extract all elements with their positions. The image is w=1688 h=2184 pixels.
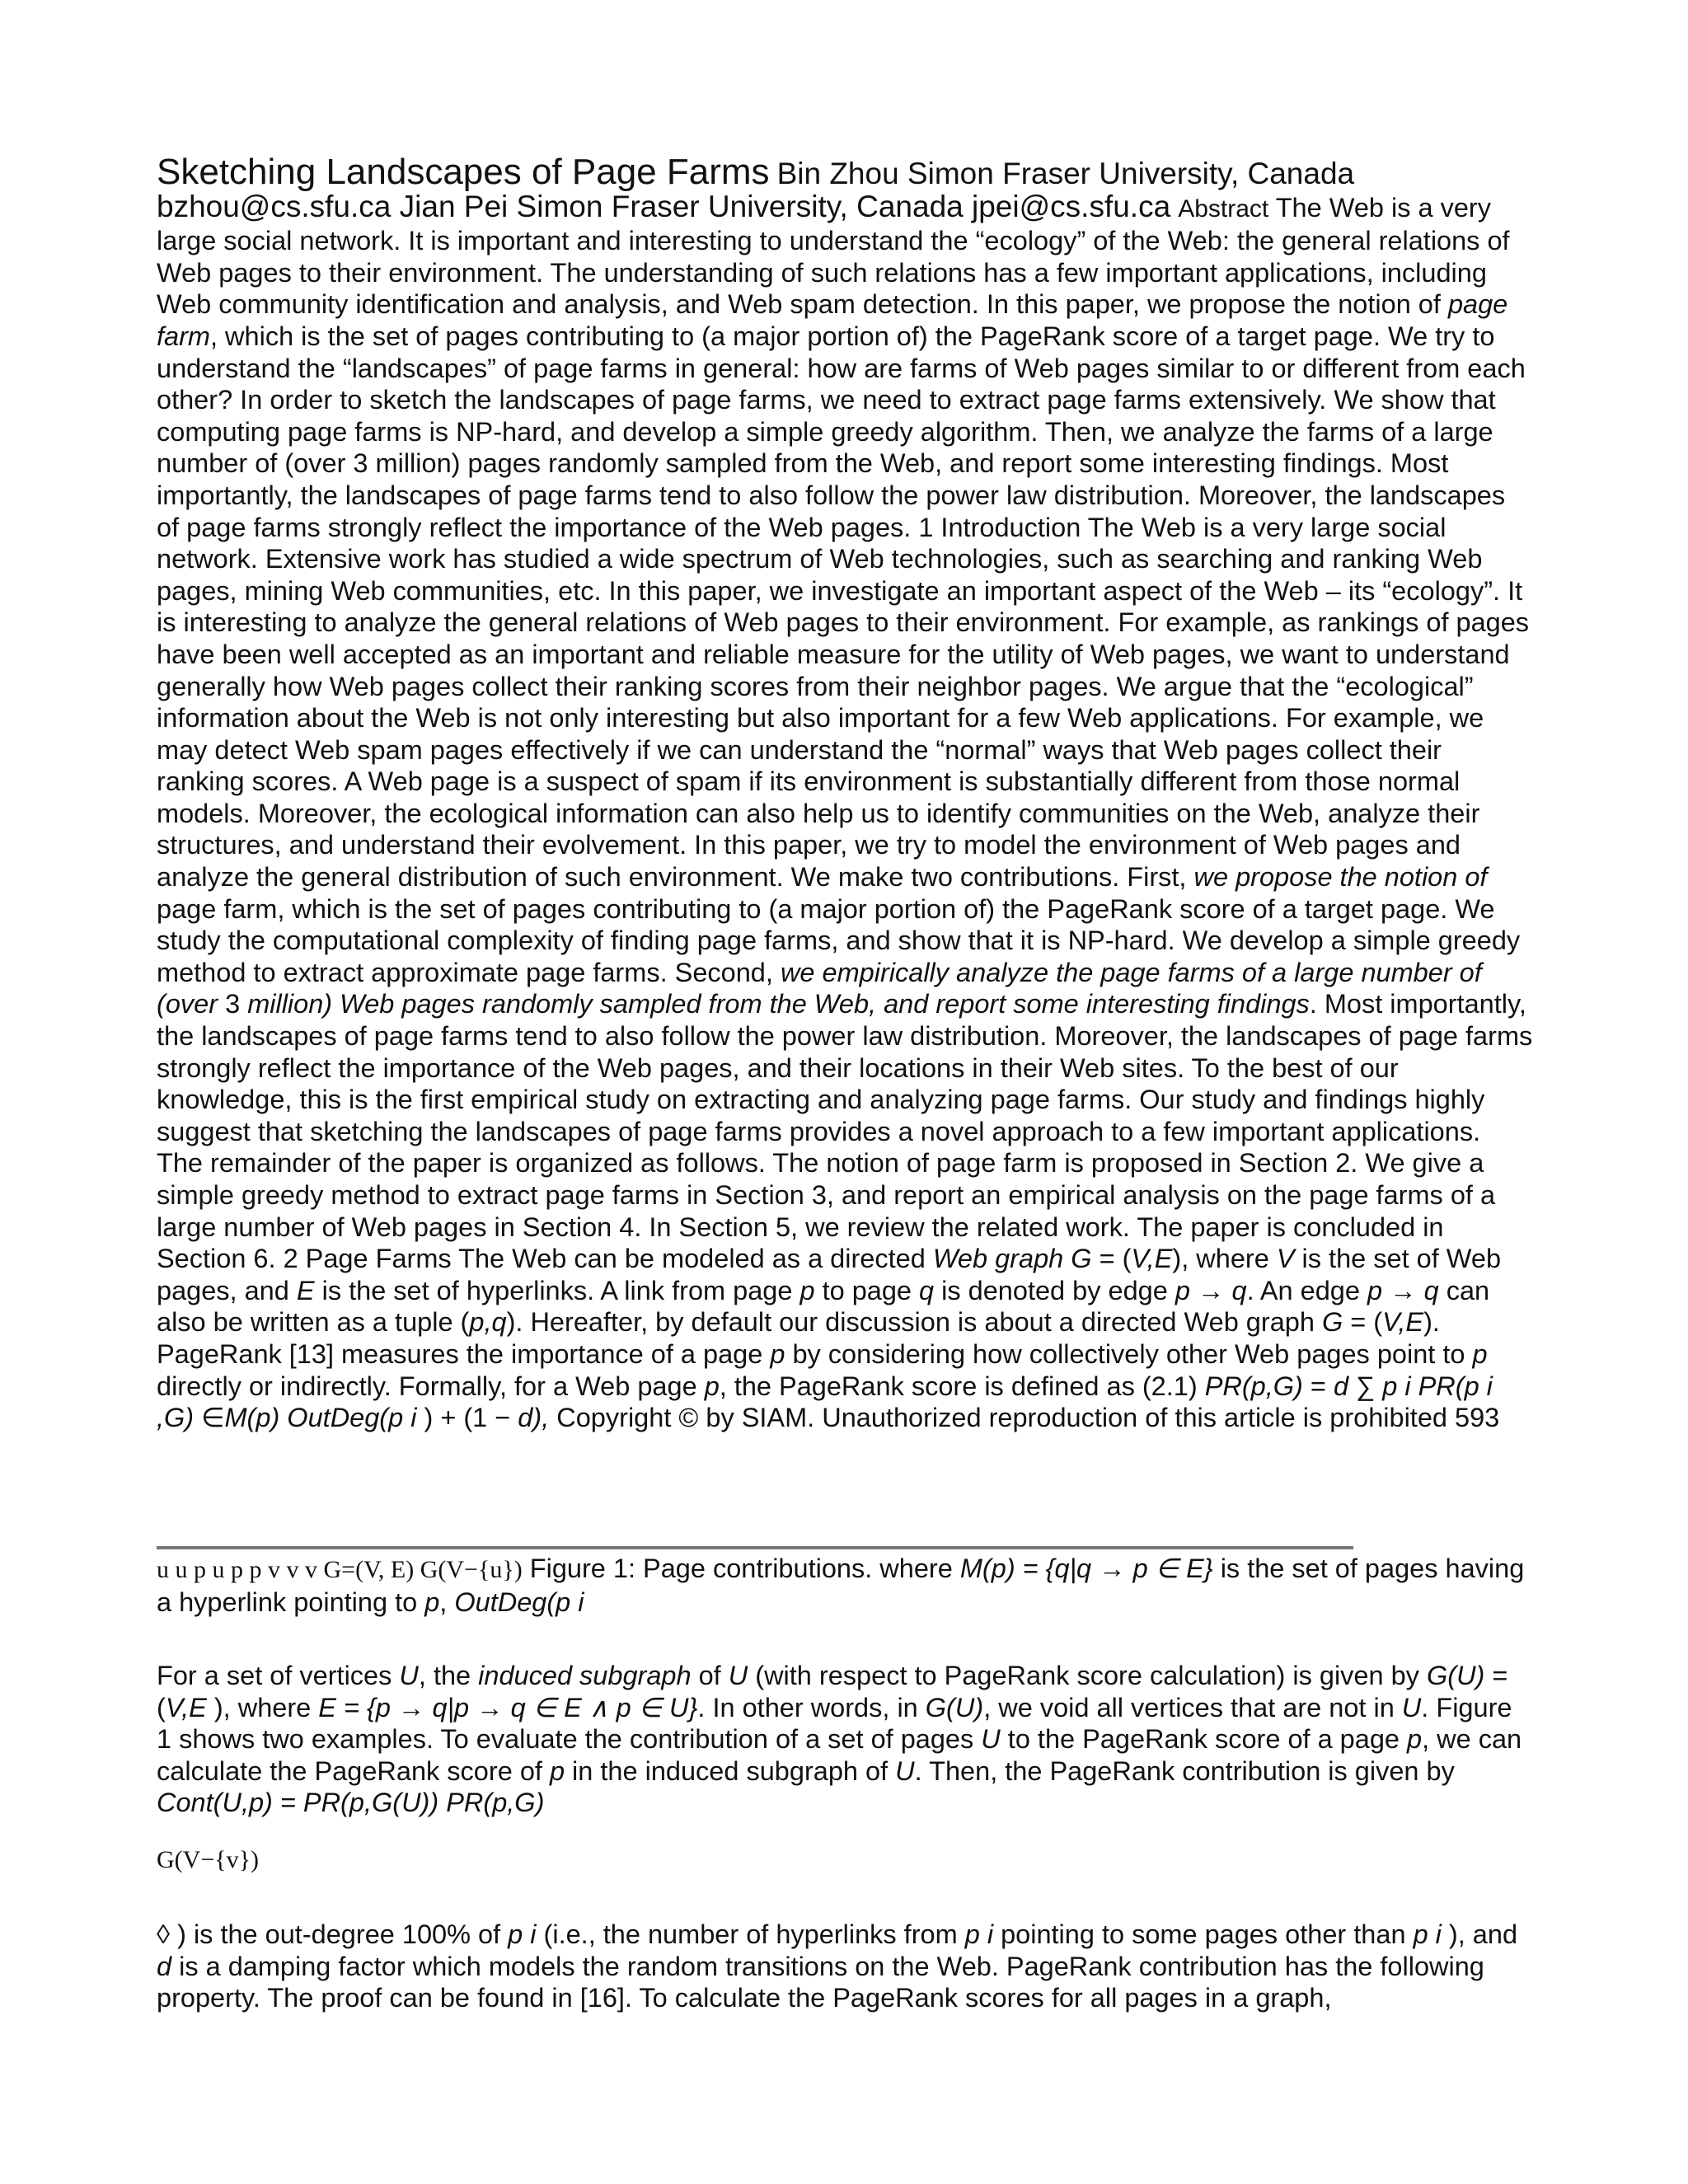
formula-italic: d xyxy=(1333,1371,1349,1401)
induced-subgraph-paragraph xyxy=(157,1660,1533,1819)
authors-line-1: Bin Zhou Simon Fraser University, Canada xyxy=(776,157,1355,190)
body-italic: p i xyxy=(964,1919,994,1949)
paragraph-3 xyxy=(157,1919,1533,2014)
body-text: = ( xyxy=(1343,1307,1383,1338)
body-text: (i.e., the number of hyperlinks from xyxy=(536,1919,965,1949)
body-text: (with respect to PageRank score calculation) is given by xyxy=(748,1661,1427,1690)
figure-label-2: G(V−{v}) xyxy=(157,1846,260,1873)
body-italic: q xyxy=(919,1275,935,1305)
front-matter-and-body xyxy=(157,152,1533,1434)
body-italic: p xyxy=(1407,1724,1423,1755)
caption-text: is the set of pages having a hyperlink pointing to xyxy=(157,1554,1525,1617)
body-text: = xyxy=(1302,1371,1334,1401)
body-text: . An edge xyxy=(1246,1275,1367,1305)
formula-italic: Cont(U,p) = PR(p,G(U)) PR(p,G) xyxy=(157,1788,545,1818)
body-text: is a damping factor which models the random transitions on the Web. PageRank contribution has the following property. The proof can be found in [16]. To calculate the PageRank scores for all pages in a graph, xyxy=(157,1951,1484,2013)
body-italic: p → q xyxy=(1175,1275,1247,1305)
formula-italic: p i PR(p i ,G) xyxy=(157,1371,1493,1433)
body-italic: p xyxy=(1472,1338,1488,1369)
body-italic: p i xyxy=(1413,1919,1442,1949)
body-text: = ( xyxy=(1091,1244,1132,1274)
body-italic: d xyxy=(157,1951,172,1981)
body-text: ). PageRank [13] measures the importance of a page xyxy=(157,1307,1440,1369)
body-italic: page farm xyxy=(157,289,1508,351)
body-italic: U xyxy=(399,1661,419,1690)
body-italic: E xyxy=(296,1275,315,1305)
caption-italic: p xyxy=(424,1586,440,1617)
body-text: is the set of hyperlinks. A link from page xyxy=(314,1275,800,1305)
body-text: . Most importantly, the landscapes of page farms tend to also follow the power law distribution. Moreover, the landscapes of page farms strongly reflect the importance of the Web pages, and their locations in their Web sites. To the best of our knowledge, this is the first empirical study on extracting and analyzing page farms. Our study and findings highly suggest that sketching the landscapes of page farms provides a novel approach to a few important applications. The remainder of the paper is organized as follows. The notion of page farm is proposed in Section 2. We give a simple greedy method to extract page farms in Section 3, and report an empirical analysis on the page farms of a large number of Web pages in Section 4. In Section 5, we review the related work. The paper is concluded in Section 6. 2 Page Farms The Web can be modeled as a directed xyxy=(157,989,1533,1274)
caption-text: Figure 1: Page contributions. where xyxy=(522,1554,960,1583)
figure-caption-block xyxy=(157,1553,1533,1618)
abstract-label: Abstract xyxy=(1178,194,1269,223)
body-italic: E = {p → q|p → q ∈ E ∧ p ∈ U} xyxy=(318,1692,698,1722)
body-italic: V,E xyxy=(1382,1307,1424,1338)
body-text: is the set of Web pages, and xyxy=(157,1244,1502,1305)
body-text: . Figure 1 shows two examples. To evaluate the contribution of a set of pages xyxy=(157,1692,1512,1755)
body-italic: p xyxy=(704,1371,720,1401)
body-text: by considering how collectively other Web pages point to xyxy=(785,1338,1473,1369)
body-italic: Web graph G xyxy=(932,1244,1092,1274)
body-text: The Web is a very large social network. It is important and interesting to understand the “ecology” of the Web: the general relations of Web pages to their environment. The understanding of such relations has a few important applications, including Web community identification and analysis, and Web spam detection. In this paper, we propose the notion of xyxy=(157,192,1510,320)
body-text: ∑ xyxy=(1348,1371,1383,1401)
body-italic: p,q xyxy=(469,1307,507,1338)
outdegree-paragraph xyxy=(157,1919,1533,2014)
formula-italic: M(p) OutDeg(p i xyxy=(224,1403,417,1433)
figure-divider xyxy=(157,1546,1353,1549)
body-italic: induced subgraph xyxy=(478,1661,692,1690)
body-text: ), where xyxy=(1172,1244,1277,1274)
body-italic: V,E xyxy=(1131,1244,1173,1274)
body-text: , the PageRank score is defined as (2.1) xyxy=(719,1371,1205,1401)
body-text: ◊ ) is the out-degree 100% of xyxy=(157,1919,509,1949)
body-text: of xyxy=(691,1661,729,1690)
body-text: For a set of vertices xyxy=(157,1661,400,1690)
body-italic: p xyxy=(799,1275,815,1305)
body-text: ), where xyxy=(206,1692,319,1722)
paragraph-2 xyxy=(157,1660,1533,1819)
body-italic: G(U) xyxy=(1426,1661,1485,1690)
body-text: , we void all vertices that are not in xyxy=(983,1692,1402,1722)
body-text: in the induced subgraph of xyxy=(565,1755,896,1786)
body-text: pointing to some pages other than xyxy=(993,1919,1414,1949)
paper-title: Sketching Landscapes of Page Farms xyxy=(157,152,770,192)
body-italic: U xyxy=(728,1661,748,1690)
body-text: to page xyxy=(814,1275,920,1305)
authors-line-2: bzhou@cs.sfu.ca Jian Pei Simon Fraser University, Canada jpei@cs.sfu.ca xyxy=(157,189,1171,223)
body-italic: V,E xyxy=(165,1692,207,1722)
body-italic: p xyxy=(549,1755,565,1786)
body-italic: V xyxy=(1276,1244,1295,1274)
body-text: page farm, which is the set of pages contributing to (a major portion of) the PageRank score of a target page. We study the computational complexity of finding page farms, and show that it is NP-hard. We develop a simple greedy method to extract approximate page farms. Second, xyxy=(157,893,1521,987)
body-italic: p → q xyxy=(1367,1275,1439,1305)
body-italic: p xyxy=(770,1338,785,1369)
body-italic: p i xyxy=(508,1919,537,1949)
body-text: , the xyxy=(418,1661,479,1690)
formula-italic: d), xyxy=(518,1403,550,1433)
body-italic: U xyxy=(895,1755,915,1786)
body-text: ), and xyxy=(1441,1919,1518,1949)
caption-text: , xyxy=(439,1586,455,1617)
caption-italic: M(p) = {q|q → p ∈ E} xyxy=(959,1554,1213,1583)
body-text: to the PageRank score of a page xyxy=(1000,1724,1408,1755)
copyright-text: Copyright © by SIAM. Unauthorized reproduction of this article is prohibited 593 xyxy=(549,1403,1500,1433)
body-text: . In other words, in xyxy=(697,1692,926,1722)
body-italic: we propose the notion of xyxy=(1193,862,1488,893)
body-text: = ( xyxy=(157,1661,1508,1722)
body-text: directly or indirectly. Formally, for a Web page xyxy=(157,1371,705,1401)
body-text: 3 xyxy=(218,989,248,1019)
body-text: , which is the set of pages contributing to (a major portion of) the PageRank score of a target page. We try to understand the “landscapes” of page farms in general: how are farms of Web pages similar to or different from each other? In order to sketch the landscapes of page farms, we need to extract page farms extensively. We show that computing page farms is NP-hard, and develop a simple greedy algorithm. Then, we analyze the farms of a large number of (over 3 million) pages randomly sampled from the Web, and report some interesting findings. Most importantly, the landscapes of page farms tend to also follow the power law distribution. Moreover, the landscapes of page farms strongly reflect the importance of the Web pages. 1 Introduction The Web is a very large social network. Extensive work has studied a wide spectrum of Web technologies, such as searching and ranking Web pages, mining Web communities, etc. In this paper, we investigate an important aspect of the Web – its “ecology”. It is interesting to analyze the general relations of Web pages to their environment. For example, as rankings of pages have been well accepted as an important and reliable measure for the utility of Web pages, we want to understand generally how Web pages collect their ranking scores from their neighbor pages. We argue that the “ecological” information about the Web is not only interesting but also important for a few Web applications. For example, we may detect Web spam pages effectively if we can understand the “normal” ways that Web pages collect their ranking scores. A Web page is a suspect of spam if its environment is substantially different from those normal models. Moreover, the ecological information can also help us to identify communities on the Web, analyze their structures, and understand their evolvement. In this paper, we try to model the environment of Web pages and analyze the general distribution of such environment. We make two contributions. First, xyxy=(157,321,1530,893)
formula-italic: PR(p,G) xyxy=(1204,1371,1303,1401)
body-italic: G xyxy=(1321,1307,1343,1338)
body-italic: U xyxy=(1401,1692,1422,1722)
figure-label-2-block xyxy=(157,1844,1533,1877)
body-text: can also be written as a tuple ( xyxy=(157,1275,1490,1338)
body-italic: G(U) xyxy=(925,1692,984,1722)
caption-italic: OutDeg(p i xyxy=(454,1586,584,1617)
body-italic: we empirically analyze the page farms of a large number of (over xyxy=(157,957,1482,1019)
main-text xyxy=(157,152,1533,1434)
figure-caption xyxy=(157,1553,1533,1618)
body-text: ). Hereafter, by default our discussion is about a directed Web graph xyxy=(506,1307,1322,1338)
body-text: , we can calculate the PageRank score of xyxy=(157,1724,1522,1786)
body-text: ∈ xyxy=(194,1403,225,1433)
body-text: . Then, the PageRank contribution is given by xyxy=(914,1755,1455,1786)
body-text: is denoted by edge xyxy=(934,1275,1175,1305)
figure-labels: u u p u p p v v v G=(V, E) G(V−{u}) xyxy=(157,1556,523,1583)
body-text: ) + (1 − xyxy=(416,1403,518,1433)
body-italic: U xyxy=(981,1724,1001,1755)
body-italic: million) Web pages randomly sampled from the Web, and report some interesting findings xyxy=(247,989,1310,1019)
